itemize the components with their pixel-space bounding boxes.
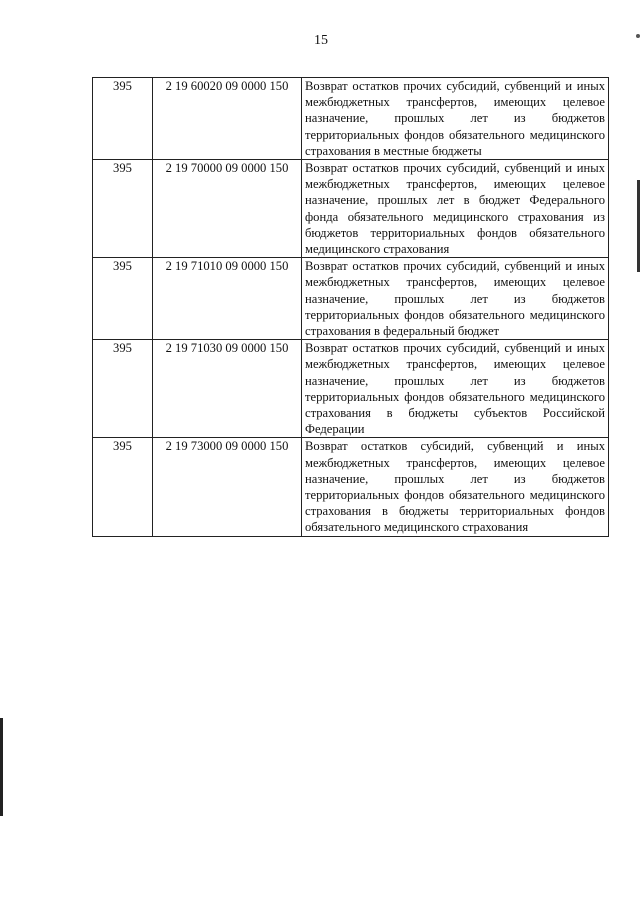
admin-code-cell: 395 <box>93 258 153 340</box>
admin-code-cell: 395 <box>93 160 153 258</box>
description-cell: Возврат остатков прочих субсидий, субвенций и иных межбюджетных трансфертов, имеющих целевое назначение, прошлых лет из бюджетов территориальных фондов обязательного медицинского страхования в бюджеты субъектов Российской Федерации <box>302 340 609 438</box>
budget-code-cell: 2 19 71030 09 0000 150 <box>153 340 302 438</box>
table-row <box>93 340 609 438</box>
budget-code-cell: 2 19 60020 09 0000 150 <box>153 78 302 160</box>
description-cell: Возврат остатков прочих субсидий, субвенций и иных межбюджетных трансфертов, имеющих целевое назначение, прошлых лет в бюджет Федерального фонда обязательного медицинского страхования из бюджетов территориальных фондов обязательного медицинского страхования <box>302 160 609 258</box>
scan-artifact-dot <box>636 34 640 38</box>
table-row <box>93 160 609 258</box>
table-row <box>93 438 609 536</box>
budget-classification-table <box>92 77 609 537</box>
page-number: 15 <box>314 33 328 48</box>
budget-code-cell: 2 19 70000 09 0000 150 <box>153 160 302 258</box>
description-cell: Возврат остатков прочих субсидий, субвенций и иных межбюджетных трансфертов, имеющих целевое назначение, прошлых лет из бюджетов территориальных фондов обязательного медицинского страхования в местные бюджеты <box>302 78 609 160</box>
admin-code-cell: 395 <box>93 438 153 536</box>
table-row <box>93 78 609 160</box>
budget-code-cell: 2 19 73000 09 0000 150 <box>153 438 302 536</box>
admin-code-cell: 395 <box>93 340 153 438</box>
table-row <box>93 258 609 340</box>
description-cell: Возврат остатков прочих субсидий, субвенций и иных межбюджетных трансфертов, имеющих целевое назначение, прошлых лет из бюджетов территориальных фондов обязательного медицинского страхования в федеральный бюджет <box>302 258 609 340</box>
budget-code-cell: 2 19 71010 09 0000 150 <box>153 258 302 340</box>
scan-artifact-left-edge <box>0 718 3 816</box>
admin-code-cell: 395 <box>93 78 153 160</box>
description-cell: Возврат остатков субсидий, субвенций и иных межбюджетных трансфертов, имеющих целевое назначение, прошлых лет из бюджетов территориальных фондов обязательного медицинского страхования в бюджеты территориальных фондов обязательного медицинского страхования <box>302 438 609 536</box>
